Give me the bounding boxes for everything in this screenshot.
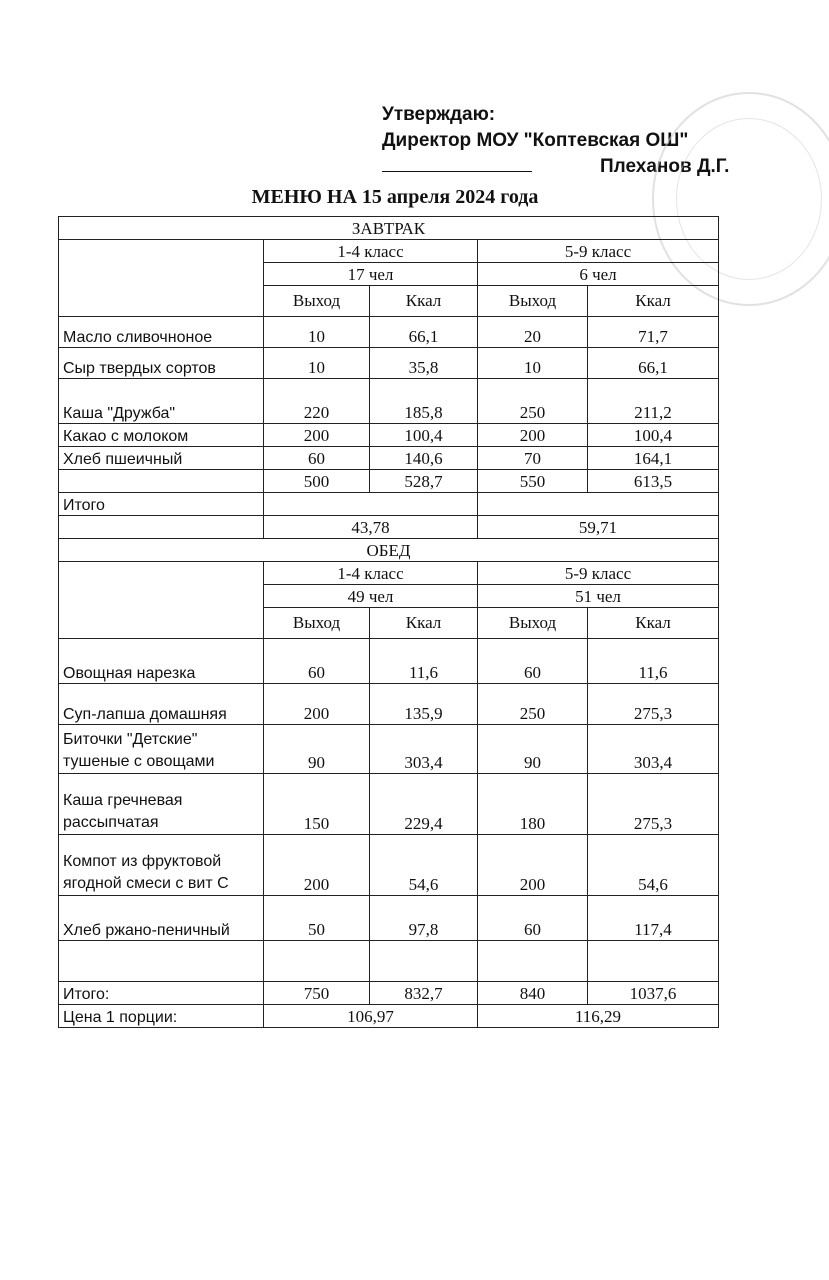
empty-cell: [264, 941, 370, 982]
cell-kcal: 229,4: [370, 774, 478, 835]
empty-cell: [59, 941, 264, 982]
cell-kcal: 275,3: [588, 684, 719, 725]
cell-kcal: 303,4: [370, 725, 478, 774]
total-empty: [478, 493, 719, 516]
lunch-group2: 5-9 класс: [478, 562, 719, 585]
cell-out: 200: [264, 424, 370, 447]
dish-name: Какао с молоком: [59, 424, 264, 447]
lunch-section-row: [59, 539, 719, 562]
empty-cell: [588, 941, 719, 982]
cell-out: 10: [478, 348, 588, 379]
table-row: [59, 317, 719, 348]
breakfast-group1: 1-4 класс: [264, 240, 478, 263]
cell-kcal: 100,4: [588, 424, 719, 447]
cell-kcal: 11,6: [370, 639, 478, 684]
cell-kcal: 117,4: [588, 896, 719, 941]
sum-label-empty: [59, 470, 264, 493]
col-header-kcal: Ккал: [370, 286, 478, 317]
lunch-total-row: [59, 982, 719, 1005]
col-header-kcal: Ккал: [588, 608, 719, 639]
cell-out: 90: [478, 725, 588, 774]
breakfast-total-row: [59, 493, 719, 516]
lunch-name-header: [59, 562, 264, 639]
cell-kcal: 11,6: [588, 639, 719, 684]
breakfast-group-row: [59, 240, 719, 263]
table-row: [59, 348, 719, 379]
cell-kcal: 140,6: [370, 447, 478, 470]
total-kcal: 1037,6: [588, 982, 719, 1005]
sum-out: 550: [478, 470, 588, 493]
dish-name: Компот из фруктовой ягодной смеси с вит С: [59, 835, 264, 896]
dish-name: Овощная нарезка: [59, 639, 264, 684]
cell-out: 60: [478, 639, 588, 684]
table-row: [59, 725, 719, 774]
table-row: [59, 896, 719, 941]
price-label: Цена 1 порции:: [59, 1005, 264, 1028]
dish-name: Каша гречневая рассыпчатая: [59, 774, 264, 835]
table-row: [59, 447, 719, 470]
cell-out: 10: [264, 348, 370, 379]
total-out: 840: [478, 982, 588, 1005]
breakfast-count2: 6 чел: [478, 263, 719, 286]
col-header-out: Выход: [478, 608, 588, 639]
cell-out: 200: [264, 835, 370, 896]
cell-out: 60: [478, 896, 588, 941]
price-value: 106,97: [264, 1005, 478, 1028]
signature-blank: [382, 157, 532, 172]
cell-kcal: 100,4: [370, 424, 478, 447]
cell-out: 180: [478, 774, 588, 835]
dish-name: Хлеб пшеичный: [59, 447, 264, 470]
cell-out: 250: [478, 379, 588, 424]
sum-kcal: 613,5: [588, 470, 719, 493]
cell-out: 220: [264, 379, 370, 424]
cell-out: 200: [478, 835, 588, 896]
cell-out: 200: [478, 424, 588, 447]
table-row: [59, 379, 719, 424]
sum-out: 500: [264, 470, 370, 493]
cell-kcal: 97,8: [370, 896, 478, 941]
cell-out: 20: [478, 317, 588, 348]
col-header-out: Выход: [264, 286, 370, 317]
dish-name: Сыр твердых сортов: [59, 348, 264, 379]
breakfast-name-header: [59, 240, 264, 317]
empty-cell: [370, 941, 478, 982]
cell-out: 60: [264, 447, 370, 470]
cell-out: 150: [264, 774, 370, 835]
menu-title: МЕНЮ НА 15 апреля 2024 года: [251, 186, 539, 208]
col-header-kcal: Ккал: [370, 608, 478, 639]
lunch-group-row: [59, 562, 719, 585]
total-out: 750: [264, 982, 370, 1005]
table-row: [59, 684, 719, 725]
breakfast-section-title: ЗАВТРАК: [59, 217, 719, 240]
dish-name: Каша "Дружба": [59, 379, 264, 424]
col-header-out: Выход: [264, 608, 370, 639]
cell-out: 70: [478, 447, 588, 470]
cell-kcal: 71,7: [588, 317, 719, 348]
table-row: [59, 639, 719, 684]
cell-kcal: 275,3: [588, 774, 719, 835]
empty-cell: [478, 941, 588, 982]
lunch-group1: 1-4 класс: [264, 562, 478, 585]
breakfast-sum-row: [59, 470, 719, 493]
price-value: 59,71: [478, 516, 719, 539]
cell-out: 90: [264, 725, 370, 774]
dish-name: Масло сливочноное: [59, 317, 264, 348]
cell-kcal: 135,9: [370, 684, 478, 725]
total-kcal: 832,7: [370, 982, 478, 1005]
dish-name: Биточки "Детские" тушеные с овощами: [59, 725, 264, 774]
empty-row: [59, 941, 719, 982]
cell-out: 250: [478, 684, 588, 725]
approval-heading: Утверждаю:: [382, 104, 496, 125]
approval-signer: Плеханов Д.Г.: [600, 156, 730, 177]
cell-kcal: 54,6: [370, 835, 478, 896]
table-row: [59, 835, 719, 896]
cell-kcal: 66,1: [370, 317, 478, 348]
breakfast-count1: 17 чел: [264, 263, 478, 286]
menu-table: [58, 216, 719, 1028]
breakfast-section-row: [59, 217, 719, 240]
lunch-section-title: ОБЕД: [59, 539, 719, 562]
lunch-count1: 49 чел: [264, 585, 478, 608]
price-value: 116,29: [478, 1005, 719, 1028]
total-empty: [264, 493, 478, 516]
cell-out: 50: [264, 896, 370, 941]
cell-kcal: 54,6: [588, 835, 719, 896]
approval-director: Директор МОУ "Коптевская ОШ": [382, 130, 689, 151]
col-header-kcal: Ккал: [588, 286, 719, 317]
cell-kcal: 35,8: [370, 348, 478, 379]
cell-kcal: 185,8: [370, 379, 478, 424]
breakfast-group2: 5-9 класс: [478, 240, 719, 263]
cell-out: 60: [264, 639, 370, 684]
cell-kcal: 66,1: [588, 348, 719, 379]
table-row: [59, 424, 719, 447]
price-value: 43,78: [264, 516, 478, 539]
cell-out: 200: [264, 684, 370, 725]
cell-kcal: 164,1: [588, 447, 719, 470]
breakfast-price-row: [59, 516, 719, 539]
col-header-out: Выход: [478, 286, 588, 317]
table-row: [59, 774, 719, 835]
total-label: Итого:: [59, 982, 264, 1005]
dish-name: Суп-лапша домашняя: [59, 684, 264, 725]
cell-kcal: 303,4: [588, 725, 719, 774]
lunch-price-row: [59, 1005, 719, 1028]
cell-kcal: 211,2: [588, 379, 719, 424]
sum-kcal: 528,7: [370, 470, 478, 493]
total-label: Итого: [59, 493, 264, 516]
cell-out: 10: [264, 317, 370, 348]
dish-name: Хлеб ржано-пеничный: [59, 896, 264, 941]
price-label-empty: [59, 516, 264, 539]
lunch-count2: 51 чел: [478, 585, 719, 608]
